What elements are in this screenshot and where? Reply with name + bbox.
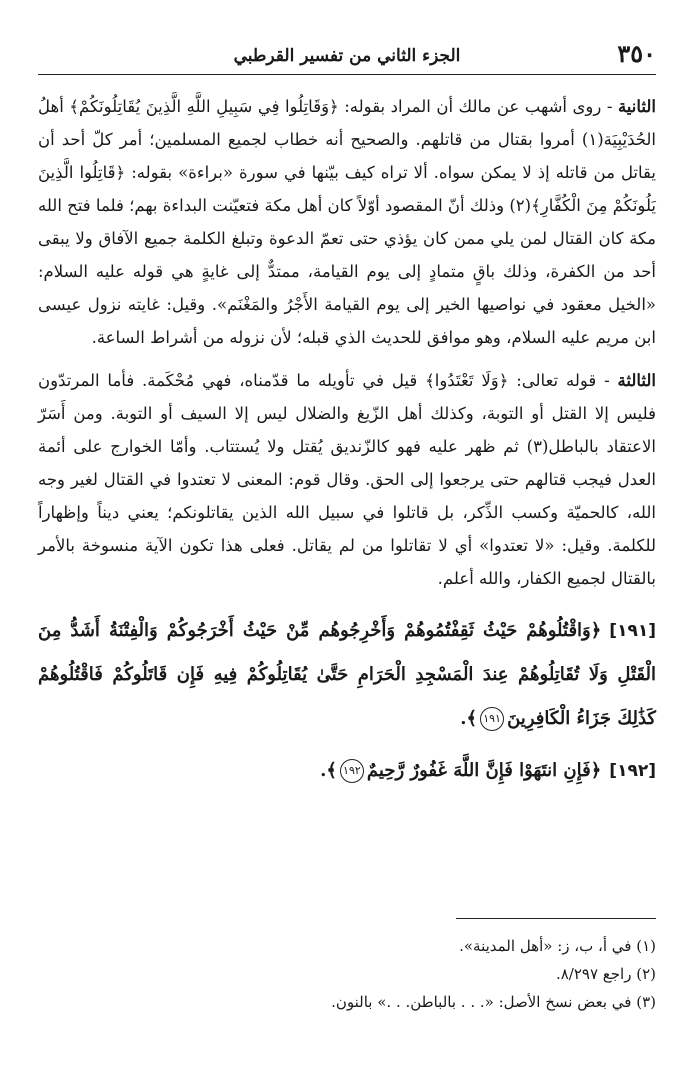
page-number: ٣٥٠: [617, 39, 656, 68]
verse-text: ﴿وَاقْتُلُوهُمْ حَيْثُ ثَقِفْتُمُوهُمْ وَأَخْرِجُوهُم مِّنْ حَيْثُ أَخْرَجُوكُمْ وَالْفِتْنَةُ أَشَدُّ مِنَ الْقَتْلِ وَلَا تُقَاتِلُوهُمْ عِندَ الْمَسْجِدِ الْحَرَامِ حَتَّىٰ يُقَاتِلُوكُمْ فِيهِ فَإِن قَاتَلُوكُمْ فَاقْتُلُوهُمْ كَذَٰلِكَ جَزَاءُ الْكَافِرِينَ: [38, 620, 656, 729]
running-title: الجزء الثاني من تفسير القرطبي: [233, 46, 461, 66]
footnote-1: (١) في أ، ب، ز: «أهل المدينة».: [459, 937, 656, 955]
verse-number: [١٩٢]: [609, 761, 656, 781]
page-header: [38, 38, 656, 75]
verse-closing: ﴾.: [460, 708, 478, 729]
quran-verses: [38, 609, 656, 793]
footnote-divider: [456, 918, 656, 919]
paragraph-text: - روى أشهب عن مالك أن المراد بقوله: ﴿وَقَاتِلُوا فِي سَبِيلِ اللَّهِ الَّذِينَ يُقَاتِلُونَكُمْ﴾ أهلُ الحُدَيْبِيَة(١) أمروا بقتال من قاتلهم. والصحيح أنه خطاب لجميع المسلمين؛ أمر كلّ أحد أن يقاتل من قاتله إذ لا يمكن سواه. ألا تراه كيف بيّنها في سورة «براءة» بقوله: ﴿قَاتِلُوا الَّذِينَ يَلُونَكُمْ مِنَ الْكُفَّارِ﴾(٢) وذلك أنّ المقصود أوّلاً كان أهل مكة فتعيّنت البداءة بهم؛ فلما فتح الله مكة كان القتال لمن يلي ممن كان يؤذي حتى تعمّ الدعوة وتبلغ الكلمة جميع الآفاق ولا يبقى أحد من الكفرة، وذلك باقٍ متمادٍ إلى يوم القيامة، ممتدٌّ إلى غايةٍ هي قوله عليه السلام: «الخيل معقود في نواصيها الخير إلى يوم القيامة الأَجْرُ والمَغْنَم». وقيل: غايته نزول عيسى ابن مريم عليه السلام، وهو موافق للحديث الذي قبله؛ لأن نزوله من أشراط الساعة.: [38, 97, 656, 347]
paragraph-third-issue: [38, 364, 656, 595]
paragraph-lead: الثانية: [617, 97, 656, 116]
paragraph-text: - قوله تعالى: ﴿وَلَا تَعْتَدُوا﴾ قيل في تأويله ما قدّمناه، فهي مُحْكَمة. فأما المرتدّون فليس إلا القتل أو التوبة، وكذلك أهل الزّيغ والضلال ليس إلا السيف أو التوبة. ومن أَسَرّ الاعتقاد بالباطل(٣) ثم ظهر عليه فهو كالزّنديق يُقتل ولا يُستتاب. وأمّا الخوارج على أئمة العدل فيجب قتالهم حتى يرجعوا إلى الحق. وقال قوم: المعنى لا تعتدوا في القتال لغير وجه الله، كالحميّة وكسب الذِّكر، بل قاتلوا في سبيل الله الذين يقاتلونكم؛ يعني ديناً وإظهاراً للكلمة. وقيل: «لا تعتدوا» أي لا تقاتلوا من لم يقاتل. فعلى هذا تكون الآية منسوخة بالأمر بالقتال لجميع الكفار، والله أعلم.: [38, 371, 656, 588]
footnote-3: (٣) في بعض نسخ الأصل: «. . . بالباطن. . .» بالنون.: [331, 993, 656, 1011]
verse-192: [38, 749, 656, 793]
footnote-2: (٢) راجع ٨/٢٩٧.: [555, 965, 656, 983]
footnotes: [38, 932, 656, 1016]
verse-number: [١٩١]: [609, 621, 656, 641]
verse-closing: ﴾.: [320, 760, 337, 781]
verse-191: [38, 609, 656, 741]
paragraph-second-issue: [38, 90, 656, 354]
main-content: [38, 90, 656, 801]
ayah-end-marker: ١٩١: [480, 707, 504, 731]
verse-text: ﴿فَإِنِ انتَهَوْا فَإِنَّ اللَّهَ غَفُورٌ رَّحِيمٌ: [366, 760, 602, 781]
paragraph-lead: الثالثة: [617, 371, 656, 390]
ayah-end-marker: ١٩٢: [340, 759, 364, 783]
